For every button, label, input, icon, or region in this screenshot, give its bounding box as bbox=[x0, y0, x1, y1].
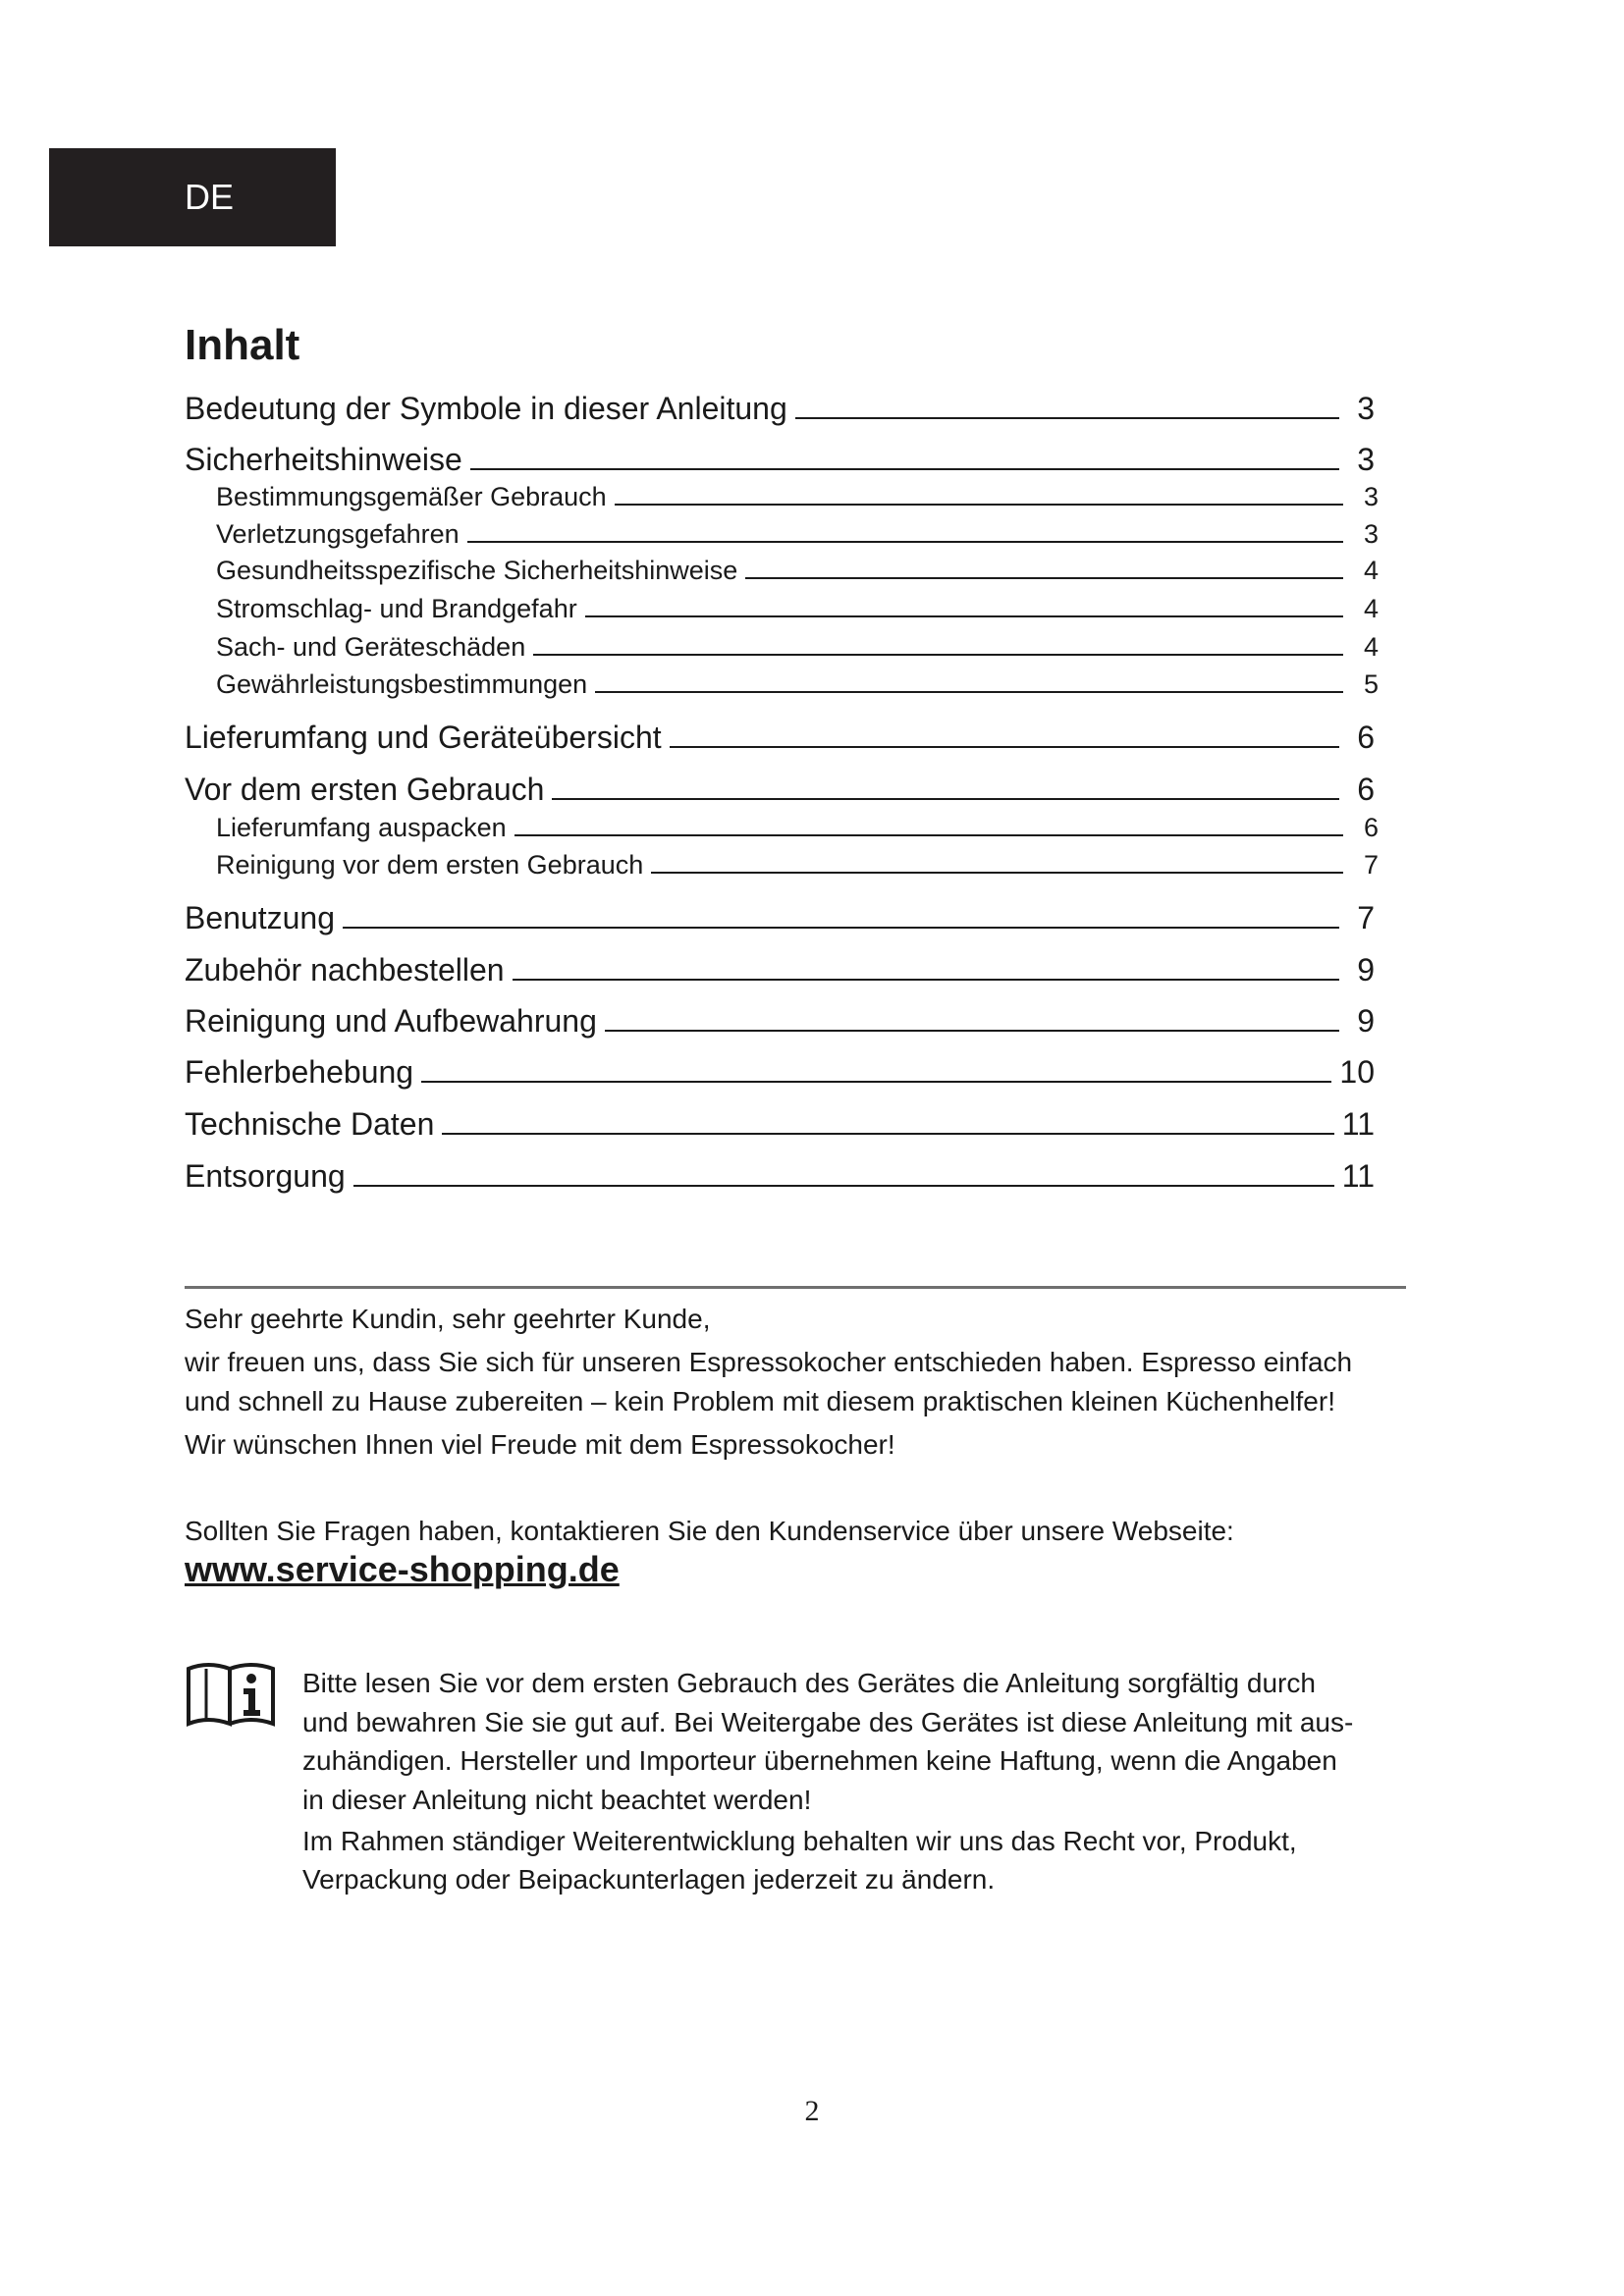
toc-entry-label: Vor dem ersten Gebrauch bbox=[185, 772, 545, 807]
toc-entry-label: Bedeutung der Symbole in dieser Anleitung bbox=[185, 391, 787, 426]
toc-entry-page: 10 bbox=[1339, 1054, 1375, 1090]
toc-entry-page: 6 bbox=[1357, 720, 1375, 755]
toc-subentry[interactable] bbox=[216, 632, 1379, 671]
toc-entry-page: 6 bbox=[1363, 813, 1379, 842]
toc-entry-page: 9 bbox=[1357, 952, 1375, 988]
toc-entry-label: Reinigung und Aufbewahrung bbox=[185, 1003, 597, 1039]
toc-entry-page: 6 bbox=[1357, 772, 1375, 807]
contact-text: Sollten Sie Fragen haben, kontaktieren Sie den Kundenservice über unsere Webseite: bbox=[185, 1516, 1234, 1546]
toc-entry-label: Fehlerbehebung bbox=[185, 1054, 414, 1090]
toc-entry-page: 4 bbox=[1363, 594, 1379, 623]
toc-subentry[interactable] bbox=[216, 482, 1379, 521]
toc-entry-label: Verletzungsgefahren bbox=[216, 519, 460, 549]
toc-subentry[interactable] bbox=[216, 556, 1379, 595]
notice-line: in dieser Anleitung nicht beachtet werden! bbox=[302, 1785, 812, 1815]
toc-title: Inhalt bbox=[185, 321, 300, 369]
intro-paragraph-line: wir freuen uns, dass Sie sich für unseren Espressokocher entschieden haben. Espresso einfach bbox=[185, 1347, 1353, 1377]
toc-entry-page: 7 bbox=[1357, 900, 1375, 935]
toc-leader-line bbox=[552, 797, 1339, 800]
toc-entry-label: Lieferumfang und Geräteübersicht bbox=[185, 720, 662, 755]
toc-entry[interactable] bbox=[185, 1106, 1375, 1146]
toc-entry[interactable] bbox=[185, 1054, 1375, 1094]
toc-leader-line bbox=[585, 614, 1343, 617]
notice-line: Im Rahmen ständiger Weiterentwicklung behalten wir uns das Recht vor, Produkt, bbox=[302, 1826, 1297, 1856]
toc-entry-page: 5 bbox=[1363, 669, 1379, 699]
toc-entry-page: 11 bbox=[1341, 1106, 1375, 1142]
toc-entry-page: 4 bbox=[1363, 556, 1379, 585]
toc-leader-line bbox=[615, 503, 1343, 506]
toc-entry-label: Entsorgung bbox=[185, 1158, 346, 1194]
toc-leader-line bbox=[421, 1080, 1331, 1083]
toc-leader-line bbox=[605, 1029, 1339, 1032]
toc-leader-line bbox=[514, 833, 1343, 836]
toc-entry-label: Gesundheitsspezifische Sicherheitshinweise bbox=[216, 556, 738, 585]
toc-leader-line bbox=[343, 926, 1339, 929]
toc-leader-line bbox=[353, 1184, 1334, 1187]
toc-leader-line bbox=[670, 745, 1339, 748]
toc-entry-label: Reinigung vor dem ersten Gebrauch bbox=[216, 850, 644, 880]
toc-entry[interactable] bbox=[185, 772, 1375, 811]
toc-entry-label: Bestimmungsgemäßer Gebrauch bbox=[216, 482, 607, 511]
toc-entry-page: 7 bbox=[1363, 850, 1379, 880]
toc-entry-page: 3 bbox=[1363, 519, 1379, 549]
greeting-text: Sehr geehrte Kundin, sehr geehrter Kunde, bbox=[185, 1304, 711, 1334]
toc-entry-page: 11 bbox=[1341, 1158, 1375, 1194]
service-website-link[interactable]: www.service-shopping.de bbox=[185, 1549, 620, 1589]
notice-line: zuhändigen. Hersteller und Importeur übernehmen keine Haftung, wenn die Angaben bbox=[302, 1745, 1337, 1776]
page-number: 2 bbox=[804, 2095, 820, 2127]
toc-entry-label: Gewährleistungsbestimmungen bbox=[216, 669, 588, 699]
notice-line: Bitte lesen Sie vor dem ersten Gebrauch des Gerätes die Anleitung sorgfältig durch bbox=[302, 1668, 1316, 1698]
notice-line: Verpackung oder Beipackunterlagen jederzeit zu ändern. bbox=[302, 1864, 996, 1895]
toc-entry[interactable] bbox=[185, 900, 1375, 939]
toc-entry-label: Sach- und Geräteschäden bbox=[216, 632, 526, 662]
wish-text: Wir wünschen Ihnen viel Freude mit dem Espressokocher! bbox=[185, 1429, 895, 1460]
toc-subentry[interactable] bbox=[216, 594, 1379, 633]
toc-leader-line bbox=[595, 690, 1343, 693]
toc-entry[interactable] bbox=[185, 1003, 1375, 1042]
toc-subentry[interactable] bbox=[216, 850, 1379, 889]
toc-leader-line bbox=[513, 978, 1339, 981]
toc-entry-label: Zubehör nachbestellen bbox=[185, 952, 505, 988]
toc-entry[interactable] bbox=[185, 442, 1375, 481]
toc-leader-line bbox=[795, 416, 1339, 419]
toc-leader-line bbox=[442, 1132, 1333, 1135]
toc-entry-label: Sicherheitshinweise bbox=[185, 442, 462, 477]
toc-entry[interactable] bbox=[185, 952, 1375, 991]
language-tab: DE bbox=[49, 148, 336, 246]
section-divider bbox=[185, 1286, 1406, 1289]
toc-leader-line bbox=[470, 467, 1339, 470]
toc-entry-label: Benutzung bbox=[185, 900, 336, 935]
toc-entry-page: 4 bbox=[1363, 632, 1379, 662]
toc-entry-label: Lieferumfang auspacken bbox=[216, 813, 507, 842]
toc-leader-line bbox=[533, 653, 1343, 656]
toc-entry-page: 9 bbox=[1357, 1003, 1375, 1039]
toc-entry[interactable] bbox=[185, 1158, 1375, 1198]
toc-entry[interactable] bbox=[185, 720, 1375, 759]
toc-subentry[interactable] bbox=[216, 519, 1379, 559]
toc-entry-label: Stromschlag- und Brandgefahr bbox=[216, 594, 577, 623]
toc-entry[interactable] bbox=[185, 391, 1375, 430]
toc-leader-line bbox=[651, 871, 1343, 874]
toc-entry-page: 3 bbox=[1357, 391, 1375, 426]
toc-subentry[interactable] bbox=[216, 669, 1379, 709]
intro-paragraph-line: und schnell zu Hause zubereiten – kein Problem mit diesem praktischen kleinen Küchenhelfer! bbox=[185, 1386, 1335, 1416]
toc-entry-label: Technische Daten bbox=[185, 1106, 435, 1142]
toc-entry-page: 3 bbox=[1357, 442, 1375, 477]
toc-leader-line bbox=[745, 576, 1343, 579]
notice-line: und bewahren Sie sie gut auf. Bei Weitergabe des Gerätes ist diese Anleitung mit aus- bbox=[302, 1707, 1354, 1737]
toc-leader-line bbox=[467, 540, 1343, 543]
toc-subentry[interactable] bbox=[216, 813, 1379, 852]
toc-entry-page: 3 bbox=[1363, 482, 1379, 511]
read-manual-info-icon bbox=[185, 1659, 279, 1734]
